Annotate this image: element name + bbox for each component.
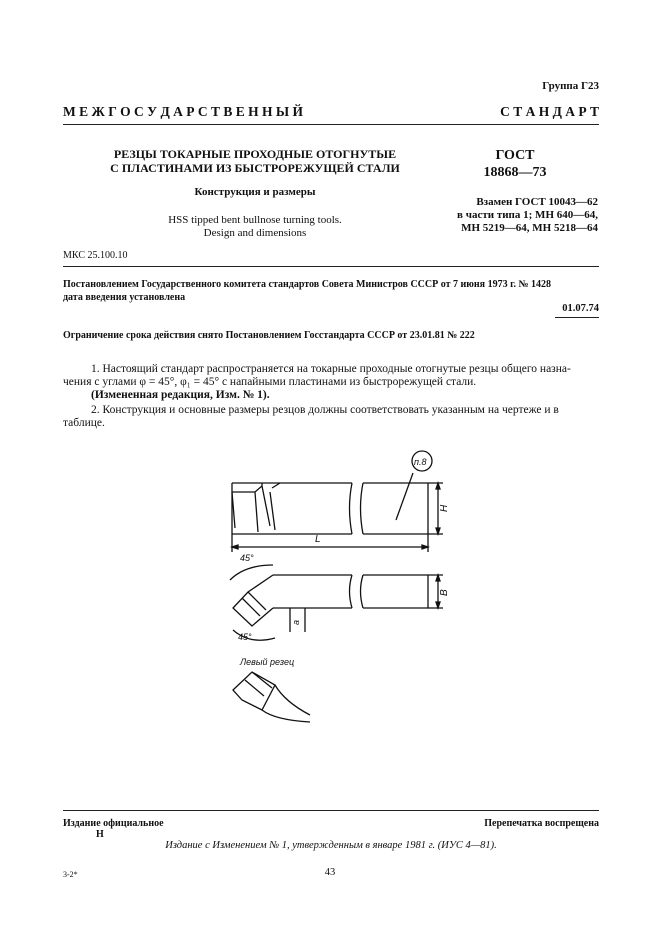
leader-line xyxy=(396,473,413,520)
title-line-2: С ПЛАСТИНАМИ ИЗ БЫСТРОРЕЖУЩЕЙ СТАЛИ xyxy=(110,161,400,175)
banner-standard: С Т А Н Д А Р Т xyxy=(500,104,599,119)
angle-arc-1 xyxy=(230,565,273,580)
paragraph-1 xyxy=(63,363,599,402)
paragraph-1-change-note: (Измененная редакция, Изм. № 1). xyxy=(91,389,270,401)
paragraph-1-line-1: 1. Настоящий стандарт распространяется на токарные проходные отогнутые резцы общего назна- xyxy=(91,363,571,375)
document-title xyxy=(110,147,400,175)
introduction-date: 01.07.74 xyxy=(562,303,599,314)
replaces-line-3: МН 5219—64, МН 5218—64 xyxy=(461,222,598,234)
group-code: Группа Г23 xyxy=(542,80,599,92)
document-subtitle: Конструкция и размеры xyxy=(194,186,316,198)
decree-line-1: Постановлением Государственного комитета стандартов Совета Министров СССР от 7 июня 1973 г. № 1428 xyxy=(63,279,552,290)
gost-label: ГОСТ xyxy=(495,148,535,163)
paragraph-2-line-2: таблице. xyxy=(63,417,105,429)
cutter-side-view xyxy=(232,451,450,552)
length-label: L xyxy=(315,534,321,545)
left-cutter-view xyxy=(233,657,310,722)
paragraph-1-line-2: чения с углами φ = 45°, φ₁ = 45° с напайными пластинами из быстрорежущей стали. xyxy=(63,376,477,388)
page-number: 43 xyxy=(324,867,336,878)
note-label: п.8 xyxy=(414,457,427,467)
a-label: a xyxy=(291,619,301,625)
cutter-drawing xyxy=(200,440,480,730)
english-title-line-1: HSS tipped bent bullnose turning tools. xyxy=(168,214,342,226)
title-line-1: РЕЗЦЫ ТОКАРНЫЕ ПРОХОДНЫЕ ОТОГНУТЫЕ xyxy=(113,147,397,161)
standard-banner xyxy=(63,104,599,120)
gost-number: 18868—73 xyxy=(483,165,547,180)
width-label: B xyxy=(439,589,450,596)
height-label: H xyxy=(439,504,450,512)
paragraph-2-line-1: 2. Конструкция и основные размеры резцов должны соответствовать указанным на чертеже и в xyxy=(91,404,559,416)
validity-limit-note: Ограничение срока действия снято Постановлением Госстандарта СССР от 23.01.81 № 222 xyxy=(63,330,475,341)
mks-code: МКС 25.100.10 xyxy=(63,250,128,261)
header-bottom-rule xyxy=(63,266,599,267)
angle-label-1: 45° xyxy=(240,553,254,563)
footer-rule xyxy=(63,810,599,811)
left-cutter-caption: Левый резец xyxy=(240,657,295,667)
gost-number-block xyxy=(440,147,590,181)
replaces-block xyxy=(420,196,598,235)
paragraph-2 xyxy=(63,404,599,430)
edition-mark: Н xyxy=(96,829,104,840)
edition-label: Издание официальное xyxy=(63,818,164,829)
date-rule xyxy=(555,317,599,318)
cutter-top-view xyxy=(230,553,450,642)
reprint-notice: Перепечатка воспрещена xyxy=(484,818,599,829)
replaces-line-2: в части типа 1; МН 640—64, xyxy=(457,209,598,221)
decree-text xyxy=(63,278,599,304)
replaces-line-1: Взамен ГОСТ 10043—62 xyxy=(476,196,598,208)
print-code: 3-2* xyxy=(63,870,78,879)
english-title xyxy=(110,214,400,240)
decree-line-2: дата введения установлена xyxy=(63,292,186,303)
english-title-line-2: Design and dimensions xyxy=(203,227,307,239)
banner-rule xyxy=(63,124,599,125)
banner-interstate: М Е Ж Г О С У Д А Р С Т В Е Н Н Ы Й xyxy=(63,104,304,119)
angle-label-2: 45° xyxy=(238,632,252,642)
edition-note: Издание с Изменением № 1, утвержденным в январе 1981 г. (ИУС 4—81). xyxy=(165,840,497,851)
